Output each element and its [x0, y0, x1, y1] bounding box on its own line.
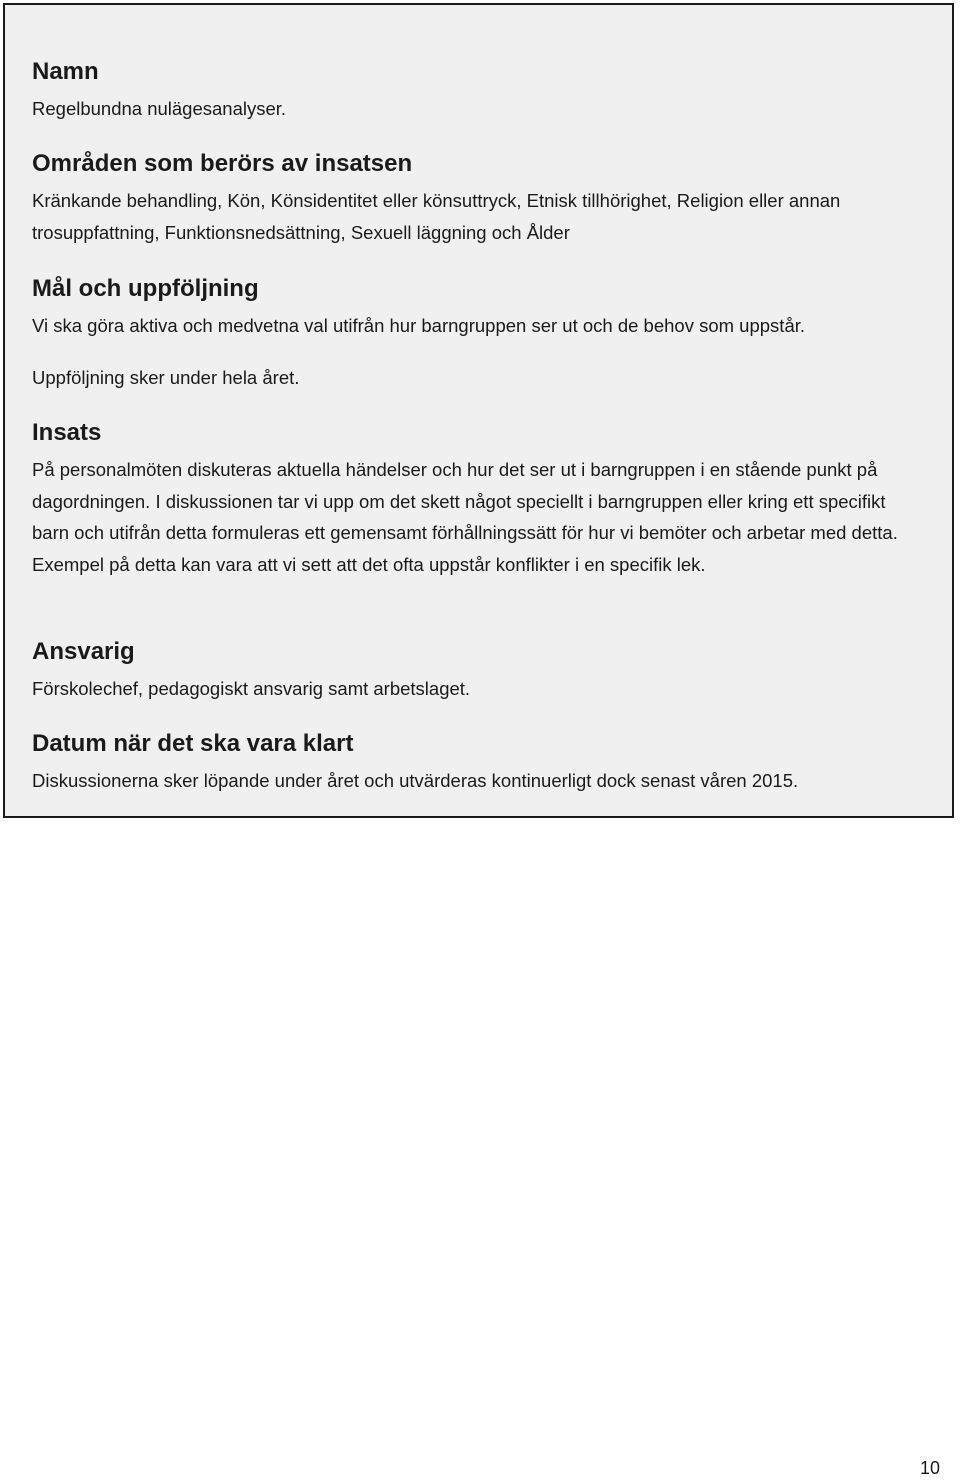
content-box	[3, 3, 954, 818]
section-text-mal: Vi ska göra aktiva och medvetna val utifrån hur barngruppen ser ut och de behov som uppstår.	[32, 315, 806, 336]
section-heading-omraden: Områden som berörs av insatsen	[32, 150, 413, 177]
page-number: 10	[919, 1458, 940, 1478]
section-heading-namn: Namn	[32, 58, 99, 85]
section-text-namn: Regelbundna nulägesanalyser.	[32, 98, 287, 119]
section-text-uppfoljning: Uppföljning sker under hela året.	[32, 367, 300, 388]
section-heading-mal: Mål och uppföljning	[32, 275, 259, 302]
section-text-omraden: Kränkande behandling, Kön, Könsidentitet eller könsuttryck, Etnisk tillhörighet, Religion eller annan trosuppfattning, Funktionsnedsättning, Sexuell läggning och Ålder	[32, 190, 841, 243]
section-text-datum: Diskussionerna sker löpande under året och utvärderas kontinuerligt dock senast våren 2015.	[32, 770, 799, 791]
section-heading-insats: Insats	[32, 419, 102, 446]
section-heading-datum: Datum när det ska vara klart	[32, 730, 354, 757]
section-heading-ansvarig: Ansvarig	[32, 638, 135, 665]
section-text-ansvarig: Förskolechef, pedagogiskt ansvarig samt arbetslaget.	[32, 678, 471, 699]
section-text-insats: På personalmöten diskuteras aktuella händelser och hur det ser ut i barngruppen i en stående punkt på dagordningen. I diskussionen tar vi upp om det skett något speciellt i barngruppen eller kring ett specifikt barn och utifrån detta formuleras ett gemensamt förhållningssätt för hur vi bemöter och arbetar med detta. Exempel på detta kan vara att vi sett att det ofta uppstår konflikter i en specifik lek.	[32, 459, 898, 575]
